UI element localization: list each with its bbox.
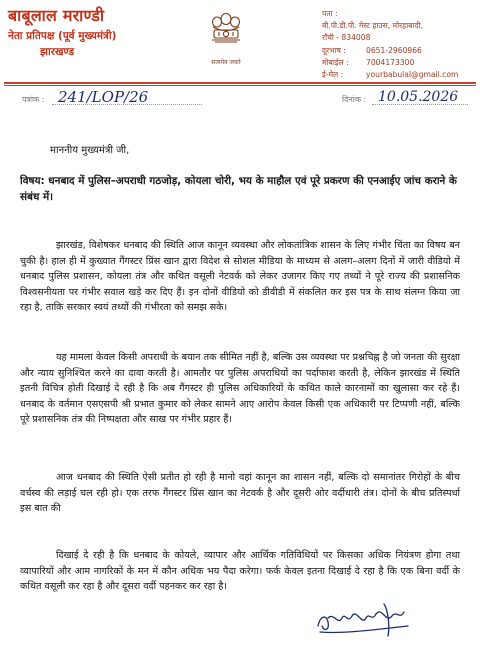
email-value: yourbabulal@gmail.com xyxy=(366,70,459,80)
address-block xyxy=(322,8,458,81)
address-label: पता : xyxy=(322,9,338,18)
date-label: दिनांक : xyxy=(342,95,367,104)
header-rule-thin xyxy=(4,85,476,86)
subject xyxy=(20,173,460,205)
email-label: ई-मेल : xyxy=(322,70,344,80)
phone-value: 0651-2960966 xyxy=(366,45,422,55)
emblem-motto: सत्यमेव जयते xyxy=(211,59,241,66)
paragraph-2: यह मामला केवल किसी अपराधी के बयान तक सीमित नहीं है, बल्कि उस व्यवस्था पर प्रश्नचिह्न है जो जनता की सुरक्षा और न्याय सुनिश्चित करने का दावा करती है। आमतौर पर पुलिस अपराधियों का पर्दाफाश करती है, लेकिन झारखंड में स्थिति इतनी विचित्र होती दिखाई दे रही है कि अब गैंगस्टर ही पुलिस अधिकारियों के कथित काले कारनामों का खुलासा कर रहे हैं। धनबाद के वर्तमान एसएसपी श्री प्रभात कुमार को लेकर सामने आए आरोप केवल किसी एक अधिकारी पर टिप्पणी नहीं, बल्कि पूरे प्रशासनिक तंत्र की निष्पक्षता और साख पर गंभीर प्रहार हैं। xyxy=(20,352,460,425)
state-emblem-icon xyxy=(207,10,245,52)
header-rule xyxy=(4,82,476,84)
salutation: माननीय मुख्यमंत्री जी, xyxy=(50,145,130,156)
patrank-label: पत्रांक : xyxy=(22,95,45,104)
subject-label: विषय: xyxy=(20,175,45,187)
mobile-value: 7004173300 xyxy=(366,57,415,67)
paragraph-1: झारखंड, विशेषकर धनबाद की स्थिति आज कानून व्यवस्था और लोकतांत्रिक शासन के लिए गंभीर चिंता का विषय बन चुकी है। हाल ही में कुख्यात गैंगस्टर प्रिंस खान द्वारा विदेश से सोशल मीडिया के माध्यम से अलग–अलग दिनों में जारी वीडियो में धनबाद पुलिस प्रशासन, कोयला तंत्र और कथित वसूली नेटवर्क को लेकर उजागर किए गए तथ्यों ने पूरे राज्य की प्रशासनिक विश्वसनीयता पर गंभीर सवाल खड़े कर दिए हैं। इन दोनों वीडियो को डीवीडी में संकलित कर इस पत्र के साथ संलग्न किया जा रहा है, ताकि सरकार स्वयं तथ्यों की गंभीरता को समझ सके। xyxy=(20,240,460,313)
date-value: 10.05.2026 xyxy=(378,89,459,105)
address-line2: राँची - 834008 xyxy=(322,33,371,43)
address-line1: बी.पी.डी.पी. गेस्ट हाउस, मोरहाबादी, xyxy=(322,21,423,31)
sender-title: नेता प्रतिपक्ष (पूर्व मुख्यमंत्री) xyxy=(8,30,117,42)
sender-name: बाबूलाल मराण्डी xyxy=(8,6,105,25)
paragraph-3: आज धनबाद की स्थिति ऐसी प्रतीत हो रही है मानो वहां कानून का शासन नहीं, बल्कि दो समानांतर गिरोहों के बीच वर्चस्व की लड़ाई चल रही हो। एक तरफ गैंगस्टर प्रिंस खान का नेटवर्क है और दूसरी ओर वर्दीधारी तंत्र। दोनों के बीच प्रतिस्पर्धा इस बात की xyxy=(20,472,460,514)
handwritten-signature xyxy=(312,596,422,646)
mobile-label: मोबाईल : xyxy=(322,57,349,67)
phone-label: दूरभाष : xyxy=(322,45,346,55)
patrank-value: 241/LOP/26 xyxy=(58,88,149,106)
subject-text: धनबाद में पुलिस–अपराधी गठजोड़, कोयला चोरी, भय के माहौल एवं पूरे प्रकरण की एनआईए जांच कराने के संबंध में। xyxy=(20,175,457,203)
sender-state: झारखण्ड xyxy=(40,46,75,58)
paragraph-4: दिखाई दे रही है कि धनबाद के कोयले, व्यापार और आर्थिक गतिविधियों पर किसका अधिक नियंत्रण होगा तथा व्यापारियों और आम नागरिकों के मन में कौन अधिक भय पैदा करेगा। फर्क केवल इतना दिखाई दे रहा है कि एक बिना वर्दी के कथित वसूली कर रहा है और दूसरा वर्दी पहनकर कर रहा है। xyxy=(20,550,460,592)
